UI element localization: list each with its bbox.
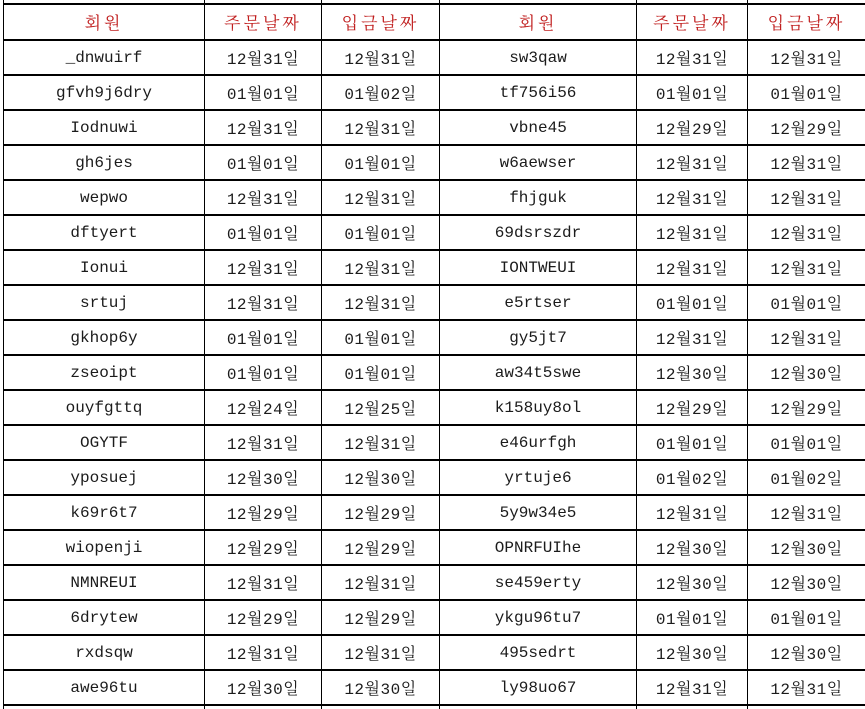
order-date-cell: 12월29일	[205, 531, 322, 564]
order-date-cell: 01월01일	[637, 426, 748, 459]
deposit-date-cell: 01월01일	[322, 146, 440, 179]
member-cell: sw3qaw	[440, 41, 637, 74]
member-cell: aw34t5swe	[440, 356, 637, 389]
table-row	[4, 601, 865, 636]
partial-cell	[637, 0, 748, 3]
member-cell: fhjguk	[440, 181, 637, 214]
deposit-date-cell: 01월01일	[748, 76, 865, 109]
column-header-deposit-date-2: 입금날짜	[748, 5, 865, 39]
deposit-date-cell: 12월30일	[748, 566, 865, 599]
deposit-date-cell: 12월30일	[748, 531, 865, 564]
order-date-cell: 12월31일	[637, 671, 748, 704]
member-cell: 69dsrszdr	[440, 216, 637, 249]
table-row	[4, 426, 865, 461]
table-row	[4, 321, 865, 356]
order-date-cell: 12월30일	[637, 636, 748, 669]
deposit-date-cell: 12월31일	[748, 216, 865, 249]
order-date-cell: 12월30일	[205, 461, 322, 494]
order-date-cell: 12월31일	[205, 251, 322, 284]
member-cell: OGYTF	[4, 426, 205, 459]
table-row	[4, 111, 865, 146]
deposit-date-cell: 01월01일	[748, 426, 865, 459]
table-row	[4, 216, 865, 251]
order-date-cell: 01월01일	[205, 356, 322, 389]
member-cell: yposuej	[4, 461, 205, 494]
member-cell: wiopenji	[4, 531, 205, 564]
deposit-date-cell: 12월31일	[748, 496, 865, 529]
deposit-date-cell: 12월31일	[322, 426, 440, 459]
deposit-date-cell: 12월29일	[748, 391, 865, 424]
deposit-date-cell: 12월29일	[322, 496, 440, 529]
order-date-cell: 12월31일	[637, 146, 748, 179]
order-date-cell: 12월31일	[637, 321, 748, 354]
partial-cell	[205, 0, 322, 3]
deposit-date-cell: 12월31일	[748, 41, 865, 74]
member-cell: 6drytew	[4, 601, 205, 634]
member-cell: NMNREUI	[4, 566, 205, 599]
table-row	[4, 251, 865, 286]
deposit-date-cell: 12월31일	[322, 111, 440, 144]
deposit-date-cell: 12월31일	[322, 286, 440, 319]
header-row	[4, 5, 865, 41]
table-row	[4, 636, 865, 671]
deposit-date-cell: 12월29일	[322, 601, 440, 634]
order-date-cell: 01월01일	[205, 76, 322, 109]
deposit-date-cell: 12월29일	[322, 531, 440, 564]
deposit-date-cell: 12월31일	[322, 251, 440, 284]
member-cell: e46urfgh	[440, 426, 637, 459]
member-cell: gh6jes	[4, 146, 205, 179]
column-header-member: 회원	[4, 5, 205, 39]
order-date-cell: 01월01일	[205, 146, 322, 179]
deposit-date-cell: 12월31일	[748, 181, 865, 214]
table-row	[4, 41, 865, 76]
member-cell: IONTWEUI	[440, 251, 637, 284]
member-cell: yrtuje6	[440, 461, 637, 494]
order-date-cell: 12월30일	[637, 531, 748, 564]
order-date-cell: 12월31일	[205, 566, 322, 599]
member-cell: 5y9w34e5	[440, 496, 637, 529]
deposit-date-cell: 01월01일	[322, 321, 440, 354]
deposit-date-cell: 12월30일	[748, 356, 865, 389]
order-date-cell: 12월31일	[205, 286, 322, 319]
member-cell: rxdsqw	[4, 636, 205, 669]
table-row	[4, 391, 865, 426]
member-cell: se459erty	[440, 566, 637, 599]
order-date-cell: 12월31일	[205, 636, 322, 669]
deposit-date-cell: 12월31일	[322, 566, 440, 599]
table-row	[4, 461, 865, 496]
member-cell: gkhop6y	[4, 321, 205, 354]
deposit-date-cell: 12월31일	[322, 636, 440, 669]
order-date-cell: 12월29일	[637, 111, 748, 144]
table-row	[4, 671, 865, 706]
member-cell: dftyert	[4, 216, 205, 249]
order-date-cell: 12월30일	[637, 356, 748, 389]
deposit-date-cell: 12월31일	[748, 146, 865, 179]
deposit-date-cell: 01월01일	[748, 286, 865, 319]
order-date-cell: 12월30일	[205, 671, 322, 704]
order-date-cell: 01월01일	[205, 321, 322, 354]
deposit-date-cell: 12월31일	[322, 41, 440, 74]
table-row	[4, 566, 865, 601]
table-body	[4, 41, 865, 706]
member-cell: vbne45	[440, 111, 637, 144]
table-row	[4, 76, 865, 111]
member-cell: ykgu96tu7	[440, 601, 637, 634]
column-header-order-date: 주문날짜	[205, 5, 322, 39]
member-cell: srtuj	[4, 286, 205, 319]
order-date-cell: 12월31일	[205, 426, 322, 459]
order-date-cell: 12월31일	[637, 181, 748, 214]
member-cell: w6aewser	[440, 146, 637, 179]
order-date-cell: 12월24일	[205, 391, 322, 424]
member-cell: k69r6t7	[4, 496, 205, 529]
member-cell: zseoipt	[4, 356, 205, 389]
table-row	[4, 146, 865, 181]
deposit-date-cell: 12월31일	[748, 251, 865, 284]
deposit-date-cell: 12월31일	[748, 671, 865, 704]
member-cell: gfvh9j6dry	[4, 76, 205, 109]
deposit-date-cell: 01월01일	[322, 356, 440, 389]
table-row	[4, 181, 865, 216]
order-date-cell: 12월29일	[637, 391, 748, 424]
member-cell: gy5jt7	[440, 321, 637, 354]
deposit-date-cell: 01월02일	[748, 461, 865, 494]
order-date-cell: 12월31일	[637, 496, 748, 529]
member-cell: _dnwuirf	[4, 41, 205, 74]
order-date-cell: 01월01일	[637, 286, 748, 319]
column-header-member-2: 회원	[440, 5, 637, 39]
order-date-cell: 01월01일	[637, 601, 748, 634]
table-row	[4, 496, 865, 531]
deposit-date-cell: 12월31일	[322, 181, 440, 214]
partial-cell	[322, 0, 440, 3]
member-cell: tf756i56	[440, 76, 637, 109]
order-date-cell: 12월31일	[637, 216, 748, 249]
member-cell: ly98uo67	[440, 671, 637, 704]
table-row	[4, 531, 865, 566]
order-date-cell: 12월31일	[637, 41, 748, 74]
partial-cell	[748, 0, 865, 3]
deposit-date-cell: 01월01일	[748, 601, 865, 634]
member-cell: Iodnuwi	[4, 111, 205, 144]
member-cell: OPNRFUIhe	[440, 531, 637, 564]
member-cell: awe96tu	[4, 671, 205, 704]
member-cell: k158uy8ol	[440, 391, 637, 424]
deposit-date-cell: 12월29일	[748, 111, 865, 144]
partial-cell	[4, 0, 205, 3]
deposit-date-cell: 12월30일	[322, 461, 440, 494]
order-date-cell: 12월31일	[637, 251, 748, 284]
order-date-cell: 12월30일	[637, 566, 748, 599]
member-cell: 495sedrt	[440, 636, 637, 669]
member-cell: Ionui	[4, 251, 205, 284]
column-header-deposit-date: 입금날짜	[322, 5, 440, 39]
order-date-cell: 12월29일	[205, 601, 322, 634]
order-date-cell: 12월29일	[205, 496, 322, 529]
order-date-cell: 12월31일	[205, 41, 322, 74]
member-cell: wepwo	[4, 181, 205, 214]
deposit-date-cell: 12월31일	[748, 321, 865, 354]
deposit-date-cell: 01월02일	[322, 76, 440, 109]
order-date-cell: 01월02일	[637, 461, 748, 494]
order-date-cell: 01월01일	[637, 76, 748, 109]
deposit-date-cell: 01월01일	[322, 216, 440, 249]
data-table	[3, 0, 865, 709]
order-date-cell: 01월01일	[205, 216, 322, 249]
member-cell: ouyfgttq	[4, 391, 205, 424]
deposit-date-cell: 12월30일	[748, 636, 865, 669]
partial-cell	[440, 0, 637, 3]
deposit-date-cell: 12월25일	[322, 391, 440, 424]
column-header-order-date-2: 주문날짜	[637, 5, 748, 39]
table-row	[4, 356, 865, 391]
order-date-cell: 12월31일	[205, 181, 322, 214]
deposit-date-cell: 12월30일	[322, 671, 440, 704]
table-row	[4, 286, 865, 321]
order-date-cell: 12월31일	[205, 111, 322, 144]
member-cell: e5rtser	[440, 286, 637, 319]
